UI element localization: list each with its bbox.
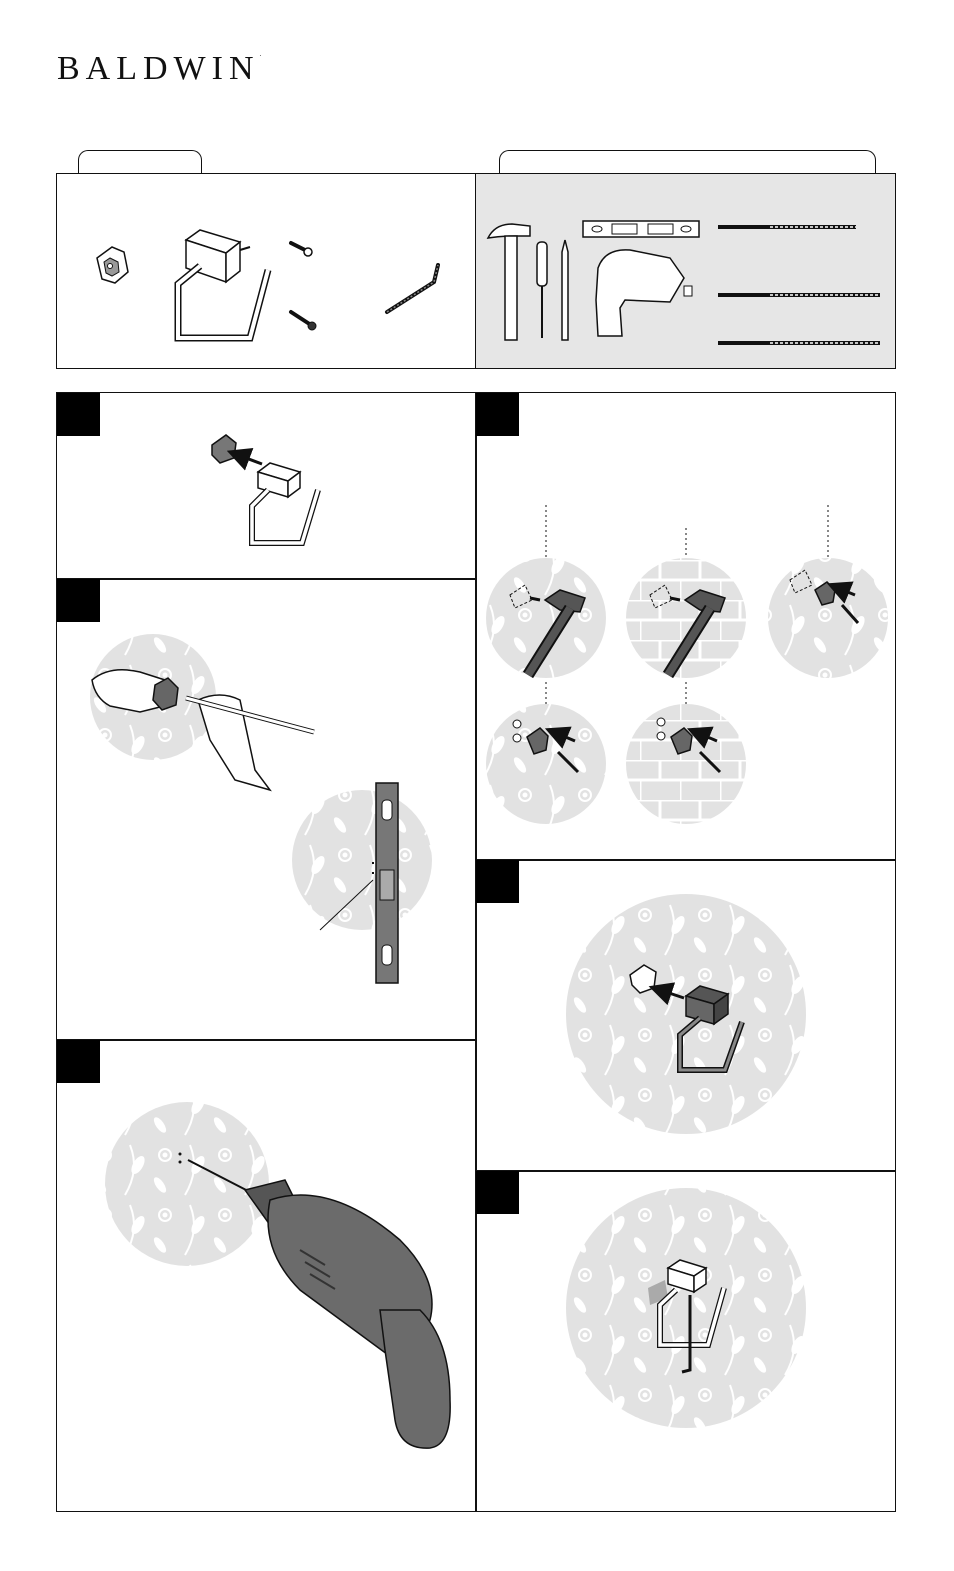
mounting-bracket-icon [97, 247, 128, 283]
brand-name: BALDWIN [57, 50, 260, 87]
step-5-illustration [566, 894, 806, 1134]
level-icon [583, 221, 699, 237]
hammer-icon [488, 224, 530, 340]
drill-icon [596, 250, 692, 336]
step-3-illustration [105, 1102, 450, 1448]
pencil-icon [562, 240, 568, 340]
step-4-illustration [486, 505, 888, 824]
step-1-illustration [212, 435, 318, 543]
step-2-illustration [90, 634, 432, 983]
hex-key-icon [387, 265, 438, 312]
screwdriver-icon [537, 242, 547, 338]
tissue-holder-icon [178, 230, 268, 338]
wall-anchor-icon [291, 243, 312, 256]
screw-icon [291, 312, 316, 330]
step-6-illustration [566, 1188, 806, 1428]
trademark-mark: . [259, 50, 262, 58]
